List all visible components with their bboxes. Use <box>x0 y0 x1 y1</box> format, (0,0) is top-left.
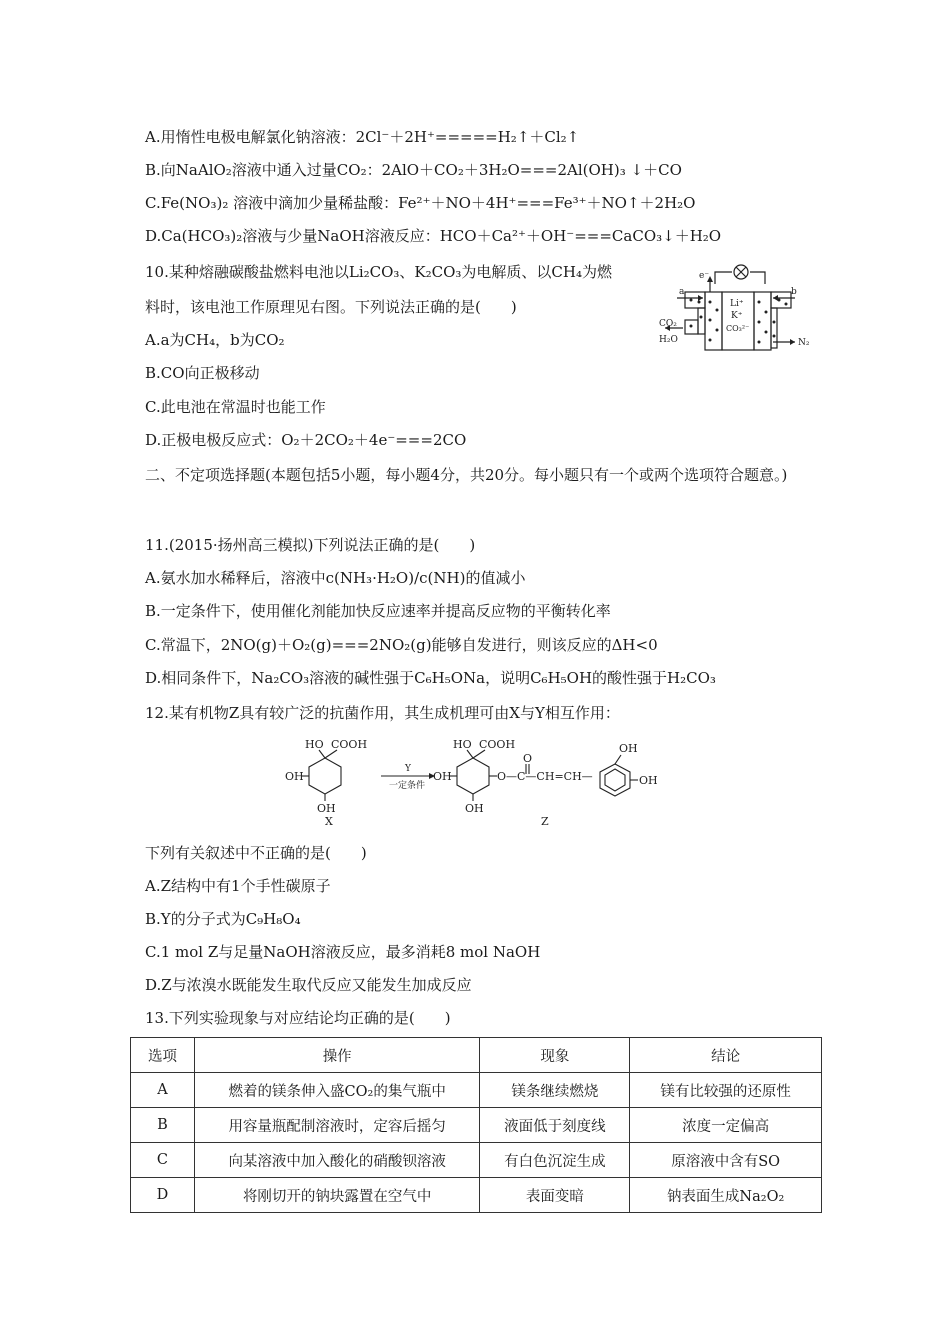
z-oh-right-label: OH <box>639 774 658 787</box>
q12-stem: 12.某有机物Z具有较广泛的抗菌作用，其生成机理可由X与Y相互作用： <box>145 704 620 722</box>
x-oh-bottom-label: OH <box>317 802 336 815</box>
table-header-row <box>131 1038 822 1073</box>
reaction-scheme <box>285 738 690 828</box>
q11-stem: 11.(2015·扬州高三模拟)下列说法正确的是( ) <box>145 536 476 554</box>
row-d-conclusion: 钠表面生成Na₂O₂ <box>630 1178 822 1213</box>
row-c-option: C <box>131 1143 195 1178</box>
q10-option-d: D.正极电极反应式：O₂＋2CO₂＋4e⁻===2CO <box>145 431 467 449</box>
row-b-conclusion: 浓度一定偏高 <box>630 1108 822 1143</box>
q12-sub-stem: 下列有关叙述中不正确的是( ) <box>145 844 367 862</box>
q11-option-a: A.氨水加水稀释后，溶液中c(NH₃·H₂O)/c(NH)的值减小 <box>145 569 526 587</box>
row-a-operation: 燃着的镁条伸入盛CO₂的集气瓶中 <box>194 1073 480 1108</box>
x-oh-left-label: OH <box>285 770 304 783</box>
z-ester-chain-label: O—C—CH=CH— <box>497 770 593 783</box>
row-d-phenomenon: 表面变暗 <box>480 1178 630 1213</box>
row-b-operation: 用容量瓶配制溶液时，定容后摇匀 <box>194 1108 480 1143</box>
inlet-a-label: a <box>679 287 685 297</box>
z-oh-top-label: OH <box>619 742 638 755</box>
section-2-heading: 二、不定项选择题(本题包括5小题，每小题4分，共20分。每小题只有一个或两个选项符合题意。) <box>145 466 788 484</box>
ion-li-label: Li⁺ <box>730 299 744 309</box>
table-row <box>131 1073 822 1108</box>
ion-k-label: K⁺ <box>731 311 743 321</box>
z-ho-label: HO <box>453 738 472 751</box>
electron-label: e⁻ <box>699 271 710 281</box>
z-carbonyl-o-label: O <box>523 752 533 765</box>
fuel-cell-diagram <box>655 262 815 357</box>
row-c-conclusion: 原溶液中含有SO <box>630 1143 822 1178</box>
x-compound-label: X <box>325 815 333 828</box>
inlet-b-label: b <box>791 287 797 297</box>
table-row <box>131 1143 822 1178</box>
outlet-n2-label: N₂ <box>798 338 810 348</box>
q10-stem-line2: 料时，该电池工作原理见右图。下列说法正确的是( ) <box>145 298 517 316</box>
q10-option-a: A.a为CH₄，b为CO₂ <box>145 331 285 349</box>
row-a-phenomenon: 镁条继续燃烧 <box>480 1073 630 1108</box>
q10-stem-line1: 10.某种熔融碳酸盐燃料电池以Li₂CO₃、K₂CO₃为电解质、以CH₄为燃 <box>145 263 612 281</box>
q12-option-b: B.Y的分子式为C₉H₈O₄ <box>145 910 301 928</box>
q9-option-b: B.向NaAlO₂溶液中通入过量CO₂：2AlO＋CO₂＋3H₂O===2Al(OH)₃ ↓＋CO <box>145 161 682 179</box>
row-d-option: D <box>131 1178 195 1213</box>
x-ho-label: HO <box>305 738 324 751</box>
q11-option-d: D.相同条件下，Na₂CO₃溶液的碱性强于C₆H₅ONa，说明C₆H₅OH的酸性强于H₂CO₃ <box>145 669 716 687</box>
x-cooh-label: COOH <box>331 738 368 751</box>
q12-option-d: D.Z与浓溴水既能发生取代反应又能发生加成反应 <box>145 976 472 994</box>
header-conclusion: 结论 <box>630 1038 822 1073</box>
outlet-h2o-label: H₂O <box>659 335 678 345</box>
z-compound-label: Z <box>541 815 549 828</box>
row-c-phenomenon: 有白色沉淀生成 <box>480 1143 630 1178</box>
experiment-table <box>130 1037 822 1213</box>
table-row <box>131 1108 822 1143</box>
header-operation: 操作 <box>194 1038 480 1073</box>
condition-label: 一定条件 <box>389 781 426 791</box>
ion-carbonate-label: CO₃²⁻ <box>726 324 750 333</box>
row-b-phenomenon: 液面低于刻度线 <box>480 1108 630 1143</box>
q12-option-c: C.1 mol Z与足量NaOH溶液反应，最多消耗8 mol NaOH <box>145 943 541 961</box>
q13-stem: 13.下列实验现象与对应结论均正确的是( ) <box>145 1009 451 1027</box>
q10-option-c: C.此电池在常温时也能工作 <box>145 398 326 416</box>
header-option: 选项 <box>131 1038 195 1073</box>
row-c-operation: 向某溶液中加入酸化的硝酸钡溶液 <box>194 1143 480 1178</box>
z-cooh-label: COOH <box>479 738 516 751</box>
outlet-co2-label: CO₂ <box>659 319 677 329</box>
table-row <box>131 1178 822 1213</box>
q11-option-c: C.常温下，2NO(g)＋O₂(g)===2NO₂(g)能够自发进行，则该反应的ΔH<0 <box>145 636 658 654</box>
q9-option-a: A.用惰性电极电解氯化钠溶液：2Cl⁻＋2H⁺=====H₂↑＋Cl₂↑ <box>145 128 580 146</box>
row-a-conclusion: 镁有比较强的还原性 <box>630 1073 822 1108</box>
row-d-operation: 将刚切开的钠块露置在空气中 <box>194 1178 480 1213</box>
q10-option-b: B.CO向正极移动 <box>145 364 260 382</box>
z-oh-bottom-label: OH <box>465 802 484 815</box>
q12-option-a: A.Z结构中有1个手性碳原子 <box>145 877 331 895</box>
q9-option-d: D.Ca(HCO₃)₂溶液与少量NaOH溶液反应：HCO＋Ca²⁺＋OH⁻===CaCO₃↓＋H₂O <box>145 227 722 245</box>
z-oh-left-label: OH <box>433 770 452 783</box>
reagent-y-label: Y <box>405 764 411 774</box>
row-a-option: A <box>131 1073 195 1108</box>
q11-option-b: B.一定条件下，使用催化剂能加快反应速率并提高反应物的平衡转化率 <box>145 602 611 620</box>
q9-option-c: C.Fe(NO₃)₂ 溶液中滴加少量稀盐酸：Fe²⁺＋NO＋4H⁺===Fe³⁺＋NO↑＋2H₂O <box>145 194 696 212</box>
row-b-option: B <box>131 1108 195 1143</box>
header-phenomenon: 现象 <box>480 1038 630 1073</box>
